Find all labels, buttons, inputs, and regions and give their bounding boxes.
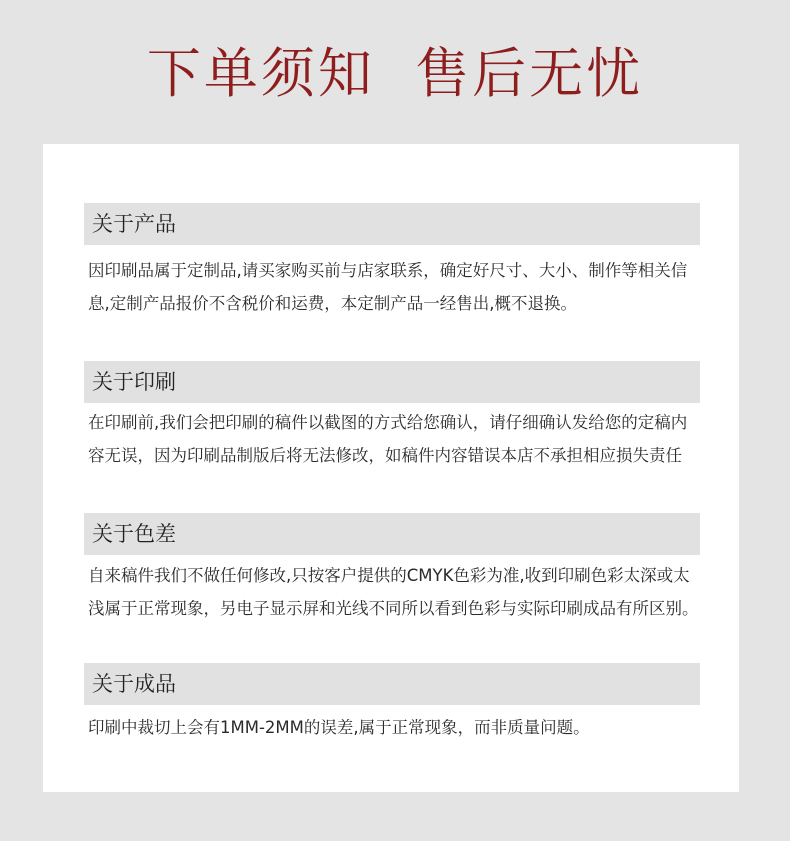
section-heading-printing: 关于印刷 <box>84 361 700 403</box>
section-heading-finished-product: 关于成品 <box>84 663 700 705</box>
page-title: 下单须知 售后无忧 <box>146 42 644 105</box>
section-body-color-difference: 自来稿件我们不做任何修改,只按客户提供的CMYK色彩为准,收到印刷色彩太深或太浅属于正常现象，另电子显示屏和光线不同所以看到色彩与实际印刷成品有所区别。 <box>88 566 699 618</box>
section-body-finished-product: 印刷中裁切上会有1MM-2MM的误差,属于正常现象，而非质量问题。 <box>88 718 590 737</box>
section-heading-color-difference: 关于色差 <box>84 513 700 555</box>
section-heading-product: 关于产品 <box>84 203 700 245</box>
section-body-printing: 在印刷前,我们会把印刷的稿件以截图的方式给您确认，请仔细确认发给您的定稿内容无误，因为印刷品制版后将无法修改，如稿件内容错误本店不承担相应损失责任 <box>88 413 688 465</box>
notice-card <box>43 144 739 792</box>
section-body-product: 因印刷品属于定制品,请买家购买前与店家联系，确定好尺寸、大小、制作等相关信息,定制产品报价不含税价和运费，本定制产品一经售出,概不退换。 <box>88 261 688 313</box>
